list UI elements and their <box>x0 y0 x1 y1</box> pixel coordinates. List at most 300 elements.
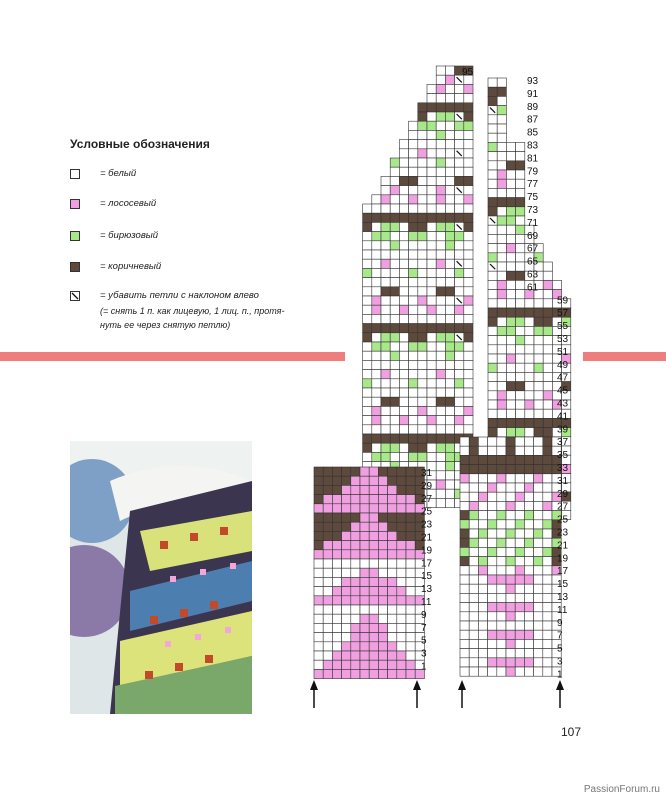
yoke-left-cell <box>372 360 381 369</box>
lower-yoke-cell <box>497 639 506 648</box>
row-number-label: 31 <box>421 468 433 479</box>
lower-yoke-cell <box>543 593 552 602</box>
row-number-label: 33 <box>557 463 569 474</box>
yoke-left-cell <box>445 498 454 507</box>
lower-yoke-cell <box>497 483 506 492</box>
yoke-right-cell <box>506 336 515 345</box>
small-chart-cell <box>332 633 341 642</box>
small-chart-cell <box>369 660 378 669</box>
yoke-left-cell <box>464 351 473 360</box>
yoke-left-cell <box>455 140 464 149</box>
yoke-left-cell <box>427 287 436 296</box>
yoke-right-cell <box>506 225 515 234</box>
lower-yoke-cell <box>524 658 533 667</box>
small-chart-cell <box>342 467 351 476</box>
lower-yoke-cell <box>488 474 497 483</box>
lower-yoke-cell <box>478 639 487 648</box>
row-number-label: 29 <box>421 480 433 492</box>
yoke-left-cell <box>445 342 454 351</box>
row-number-label: 29 <box>557 488 569 500</box>
row-number-label: 3 <box>421 648 427 660</box>
small-chart-cell <box>388 660 397 669</box>
yoke-right-cell <box>534 345 543 354</box>
yoke-right-cell <box>497 280 506 289</box>
yoke-left-cell <box>455 278 464 287</box>
small-chart-cell <box>397 467 406 476</box>
lower-yoke-cell <box>506 621 515 630</box>
yoke-left-cell <box>464 342 473 351</box>
small-chart-cell <box>388 651 397 660</box>
yoke-right-cell <box>516 428 525 437</box>
small-chart-cell <box>360 623 369 632</box>
small-chart-cell <box>314 642 323 651</box>
small-chart-cell <box>323 660 332 669</box>
small-chart-cell <box>342 559 351 568</box>
yoke-right-cell <box>516 280 525 289</box>
yoke-left-cell <box>464 250 473 259</box>
small-chart-cell <box>351 660 360 669</box>
small-chart-cell <box>406 550 415 559</box>
yoke-left-cell <box>381 351 390 360</box>
lower-yoke-cell <box>460 557 469 566</box>
small-chart-cell <box>314 605 323 614</box>
lower-yoke-cell <box>506 658 515 667</box>
yoke-left-cell <box>455 305 464 314</box>
row-number-label: 13 <box>421 584 433 596</box>
small-chart-cell <box>397 651 406 660</box>
yoke-left-cell <box>381 397 390 406</box>
small-chart-cell <box>388 614 397 623</box>
lower-yoke-cell <box>488 630 497 639</box>
yoke-left-cell <box>418 149 427 158</box>
small-chart-cell <box>397 577 406 586</box>
small-chart-cell <box>378 660 387 669</box>
yoke-right-cell <box>543 336 552 345</box>
yoke-left-cell <box>427 149 436 158</box>
lower-yoke-cell <box>534 465 543 474</box>
lower-yoke-cell <box>515 621 524 630</box>
yoke-left-cell <box>427 195 436 204</box>
lower-yoke-cell <box>497 603 506 612</box>
yoke-right-cell <box>488 409 497 418</box>
lower-yoke-cell <box>534 593 543 602</box>
row-number-label: 27 <box>421 493 433 505</box>
small-chart-cell <box>332 605 341 614</box>
yoke-left-cell <box>455 351 464 360</box>
yoke-right-cell <box>497 188 506 197</box>
small-chart-cell <box>378 633 387 642</box>
page-number: 107 <box>561 725 582 739</box>
yoke-left-cell <box>427 167 436 176</box>
small-chart-cell <box>351 467 360 476</box>
lower-yoke-cell <box>488 465 497 474</box>
yoke-left-cell <box>418 324 427 333</box>
yoke-left-cell <box>436 94 445 103</box>
lower-yoke-cell <box>534 630 543 639</box>
small-chart-cell <box>332 623 341 632</box>
yoke-left-cell <box>381 241 390 250</box>
small-chart-cell <box>406 633 415 642</box>
small-chart-cell <box>360 577 369 586</box>
yoke-left-cell <box>390 296 399 305</box>
yoke-right-cell <box>488 280 497 289</box>
yoke-left-cell <box>427 324 436 333</box>
yoke-left-cell <box>418 305 427 314</box>
small-chart-cell <box>314 513 323 522</box>
lower-yoke-cell <box>524 649 533 658</box>
yoke-right-cell <box>534 354 543 363</box>
yoke-right-cell <box>543 382 552 391</box>
yoke-right-cell <box>497 207 506 216</box>
yoke-left-cell <box>399 195 408 204</box>
small-chart-cell <box>360 660 369 669</box>
yoke-left-cell <box>455 176 464 185</box>
lower-yoke-cell <box>497 529 506 538</box>
small-chart-cell <box>360 587 369 596</box>
small-chart-cell <box>388 550 397 559</box>
yoke-left-cell <box>390 443 399 452</box>
yoke-left-cell <box>445 324 454 333</box>
yoke-right-cell <box>516 234 525 243</box>
small-chart-cell <box>397 633 406 642</box>
yoke-right-cell <box>497 363 506 372</box>
small-chart-cell <box>360 495 369 504</box>
small-chart-cell <box>406 541 415 550</box>
lower-yoke-cell <box>497 437 506 446</box>
lower-yoke-cell <box>478 465 487 474</box>
yoke-right-cell <box>543 299 552 308</box>
lower-yoke-cell <box>515 455 524 464</box>
yoke-left-cell <box>436 268 445 277</box>
small-chart-cell <box>360 651 369 660</box>
yoke-right-cell <box>543 400 552 409</box>
lower-yoke-cell <box>543 575 552 584</box>
yoke-right-cell <box>534 418 543 427</box>
yoke-left-cell <box>390 388 399 397</box>
row-number-label: 57 <box>557 308 569 320</box>
lower-yoke-cell <box>534 575 543 584</box>
yoke-left-cell <box>409 186 418 195</box>
yoke-left-cell <box>436 176 445 185</box>
small-chart-cell <box>388 623 397 632</box>
lower-yoke-cell <box>460 547 469 556</box>
yoke-left-cell <box>418 213 427 222</box>
yoke-left-cell <box>390 204 399 213</box>
small-chart-cell <box>323 531 332 540</box>
small-chart-cell <box>388 587 397 596</box>
yoke-left-cell <box>445 379 454 388</box>
yoke-left-cell <box>427 186 436 195</box>
yoke-left-cell <box>399 232 408 241</box>
yoke-right-cell <box>516 299 525 308</box>
lower-yoke-cell <box>534 621 543 630</box>
yoke-left-cell <box>445 443 454 452</box>
yoke-left-cell <box>390 416 399 425</box>
small-chart-cell <box>378 577 387 586</box>
yoke-left-cell <box>390 241 399 250</box>
yoke-left-cell <box>399 278 408 287</box>
yoke-left-cell <box>409 379 418 388</box>
yoke-left-cell <box>436 434 445 443</box>
yoke-right-cell <box>525 382 534 391</box>
lower-yoke-cell <box>524 520 533 529</box>
yoke-right-cell <box>497 382 506 391</box>
lower-yoke-cell <box>506 566 515 575</box>
yoke-left-cell <box>445 94 454 103</box>
yoke-left-cell <box>445 222 454 231</box>
yoke-left-cell <box>455 84 464 93</box>
yoke-left-cell <box>381 296 390 305</box>
small-chart-cell <box>406 614 415 623</box>
yoke-left-cell <box>436 480 445 489</box>
lower-yoke-cell <box>469 593 478 602</box>
lower-yoke-cell <box>469 557 478 566</box>
yoke-left-cell <box>464 324 473 333</box>
yoke-left-cell <box>427 351 436 360</box>
lower-yoke-cell <box>534 667 543 676</box>
yoke-left-cell <box>372 305 381 314</box>
yoke-left-cell <box>445 103 454 112</box>
small-chart-cell <box>369 559 378 568</box>
lower-yoke-cell <box>497 446 506 455</box>
yoke-left-cell <box>464 333 473 342</box>
row-number-label: 75 <box>527 192 539 204</box>
yoke-left-cell <box>399 158 408 167</box>
yoke-right-cell <box>488 363 497 372</box>
small-chart-cell <box>388 596 397 605</box>
small-chart-cell <box>406 495 415 504</box>
row-number-label: 83 <box>527 140 539 152</box>
small-chart-cell <box>360 605 369 614</box>
yoke-left-cell <box>418 176 427 185</box>
lower-yoke-cell <box>497 492 506 501</box>
small-chart-cell <box>369 596 378 605</box>
small-chart-cell <box>397 642 406 651</box>
yoke-left-cell <box>436 75 445 84</box>
yoke-left-cell <box>381 314 390 323</box>
yoke-right-cell <box>488 207 497 216</box>
yoke-left-cell <box>445 397 454 406</box>
small-chart-cell <box>323 550 332 559</box>
small-chart-cell <box>351 587 360 596</box>
small-chart-cell <box>323 623 332 632</box>
yoke-right-cell <box>488 372 497 381</box>
yoke-left-cell <box>436 388 445 397</box>
lower-yoke-cell <box>469 474 478 483</box>
yoke-left-cell <box>427 204 436 213</box>
yoke-left-cell <box>390 232 399 241</box>
yoke-left-cell <box>399 176 408 185</box>
small-chart-cell <box>406 587 415 596</box>
small-chart-cell <box>332 531 341 540</box>
yoke-right-cell <box>488 354 497 363</box>
lower-yoke-cell <box>506 630 515 639</box>
yoke-left-cell <box>399 250 408 259</box>
yoke-left-cell <box>418 370 427 379</box>
lower-yoke-cell <box>497 501 506 510</box>
yoke-right-cell <box>516 161 525 170</box>
yoke-left-cell <box>418 103 427 112</box>
small-chart-cell <box>369 467 378 476</box>
yoke-left-cell <box>390 222 399 231</box>
yoke-right-cell <box>525 354 534 363</box>
lower-yoke-cell <box>534 437 543 446</box>
yoke-left-cell <box>381 305 390 314</box>
yoke-right-cell <box>543 262 552 271</box>
yoke-left-cell <box>372 443 381 452</box>
yoke-right-cell <box>488 308 497 317</box>
lower-yoke-cell <box>515 649 524 658</box>
small-chart-cell <box>378 495 387 504</box>
yoke-left-cell <box>455 342 464 351</box>
small-chart-cell <box>342 577 351 586</box>
small-chart-cell <box>351 476 360 485</box>
yoke-right-cell <box>497 253 506 262</box>
small-chart-cell <box>342 476 351 485</box>
small-chart-cell <box>342 651 351 660</box>
row-number-label: 95 <box>462 67 474 78</box>
row-number-label: 13 <box>557 592 569 603</box>
yoke-right-cell <box>516 262 525 271</box>
yoke-right-cell <box>506 308 515 317</box>
yoke-right-cell <box>534 409 543 418</box>
yoke-left-cell <box>455 287 464 296</box>
yoke-left-cell <box>399 416 408 425</box>
yoke-right-cell <box>488 317 497 326</box>
lower-yoke-cell <box>524 483 533 492</box>
small-chart-cell <box>332 577 341 586</box>
end-arrow-icon <box>413 680 421 690</box>
yoke-left-cell <box>464 241 473 250</box>
lower-yoke-cell <box>515 603 524 612</box>
yoke-left-cell <box>390 287 399 296</box>
small-chart-cell <box>323 651 332 660</box>
yoke-right-cell <box>543 280 552 289</box>
small-chart-cell <box>323 513 332 522</box>
yoke-left-cell <box>390 195 399 204</box>
yoke-left-cell <box>363 416 372 425</box>
lower-yoke-cell <box>478 511 487 520</box>
row-number-label: 19 <box>557 553 569 565</box>
lower-yoke-cell <box>469 465 478 474</box>
yoke-left-cell <box>372 370 381 379</box>
yoke-right-cell <box>506 317 515 326</box>
row-number-label: 93 <box>527 76 539 87</box>
lower-yoke-cell <box>488 557 497 566</box>
small-chart-cell <box>360 485 369 494</box>
small-chart-cell <box>332 476 341 485</box>
lower-yoke-cell <box>543 630 552 639</box>
yoke-left-cell <box>409 130 418 139</box>
lower-yoke-cell <box>497 612 506 621</box>
lower-yoke-cell <box>488 547 497 556</box>
yoke-right-cell <box>488 161 497 170</box>
yoke-left-cell <box>409 305 418 314</box>
row-number-label: 27 <box>557 501 569 513</box>
lower-yoke-cell <box>524 455 533 464</box>
yoke-left-cell <box>418 186 427 195</box>
small-chart-cell <box>342 633 351 642</box>
lower-yoke-cell <box>506 455 515 464</box>
small-chart-cell <box>397 476 406 485</box>
lower-yoke-cell <box>497 474 506 483</box>
yoke-right-cell <box>506 363 515 372</box>
yoke-right-cell <box>488 400 497 409</box>
small-chart-cell <box>369 522 378 531</box>
lower-yoke-cell <box>460 621 469 630</box>
yoke-left-cell <box>455 195 464 204</box>
yoke-left-cell <box>427 305 436 314</box>
yoke-left-cell <box>399 443 408 452</box>
yoke-right-cell <box>506 253 515 262</box>
lower-yoke-cell <box>543 584 552 593</box>
yoke-right-cell <box>525 418 534 427</box>
small-chart-cell <box>323 642 332 651</box>
lower-yoke-cell <box>460 603 469 612</box>
yoke-left-cell <box>399 314 408 323</box>
yoke-left-cell <box>381 222 390 231</box>
yoke-left-cell <box>399 388 408 397</box>
yoke-left-cell <box>372 452 381 461</box>
yoke-left-cell <box>418 351 427 360</box>
yoke-right-cell <box>506 409 515 418</box>
yoke-left-cell <box>409 443 418 452</box>
yoke-left-cell <box>390 342 399 351</box>
small-chart-cell <box>378 522 387 531</box>
lower-yoke-cell <box>534 566 543 575</box>
row-number-label: 5 <box>557 643 563 655</box>
yoke-left-cell <box>436 342 445 351</box>
yoke-left-cell <box>464 314 473 323</box>
yoke-left-cell <box>418 296 427 305</box>
yoke-left-cell <box>363 379 372 388</box>
yoke-left-cell <box>399 406 408 415</box>
yoke-right-cell <box>488 188 497 197</box>
lower-yoke-cell <box>497 547 506 556</box>
yoke-left-cell <box>381 360 390 369</box>
yoke-right-cell <box>488 225 497 234</box>
yoke-left-cell <box>381 379 390 388</box>
yoke-left-cell <box>409 287 418 296</box>
yoke-left-cell <box>464 158 473 167</box>
yoke-left-cell <box>409 388 418 397</box>
small-chart-cell <box>342 587 351 596</box>
yoke-left-cell <box>464 222 473 231</box>
yoke-left-cell <box>436 121 445 130</box>
yoke-right-cell <box>506 345 515 354</box>
lower-yoke-cell <box>460 667 469 676</box>
lower-yoke-cell <box>515 538 524 547</box>
small-chart-cell <box>314 495 323 504</box>
row-number-label: 1 <box>421 661 427 673</box>
yoke-right-cell <box>497 179 506 188</box>
small-chart-cell <box>388 495 397 504</box>
small-chart-cell <box>323 577 332 586</box>
yoke-left-cell <box>381 268 390 277</box>
yoke-left-cell <box>427 342 436 351</box>
small-chart-cell <box>332 522 341 531</box>
yoke-left-cell <box>363 425 372 434</box>
lower-yoke-cell <box>515 446 524 455</box>
yoke-right-cell <box>516 225 525 234</box>
small-chart-cell <box>342 642 351 651</box>
yoke-left-cell <box>372 333 381 342</box>
yoke-left-cell <box>409 324 418 333</box>
yoke-left-cell <box>464 296 473 305</box>
small-chart-cell <box>378 614 387 623</box>
yoke-left-cell <box>436 287 445 296</box>
small-chart-cell <box>388 642 397 651</box>
